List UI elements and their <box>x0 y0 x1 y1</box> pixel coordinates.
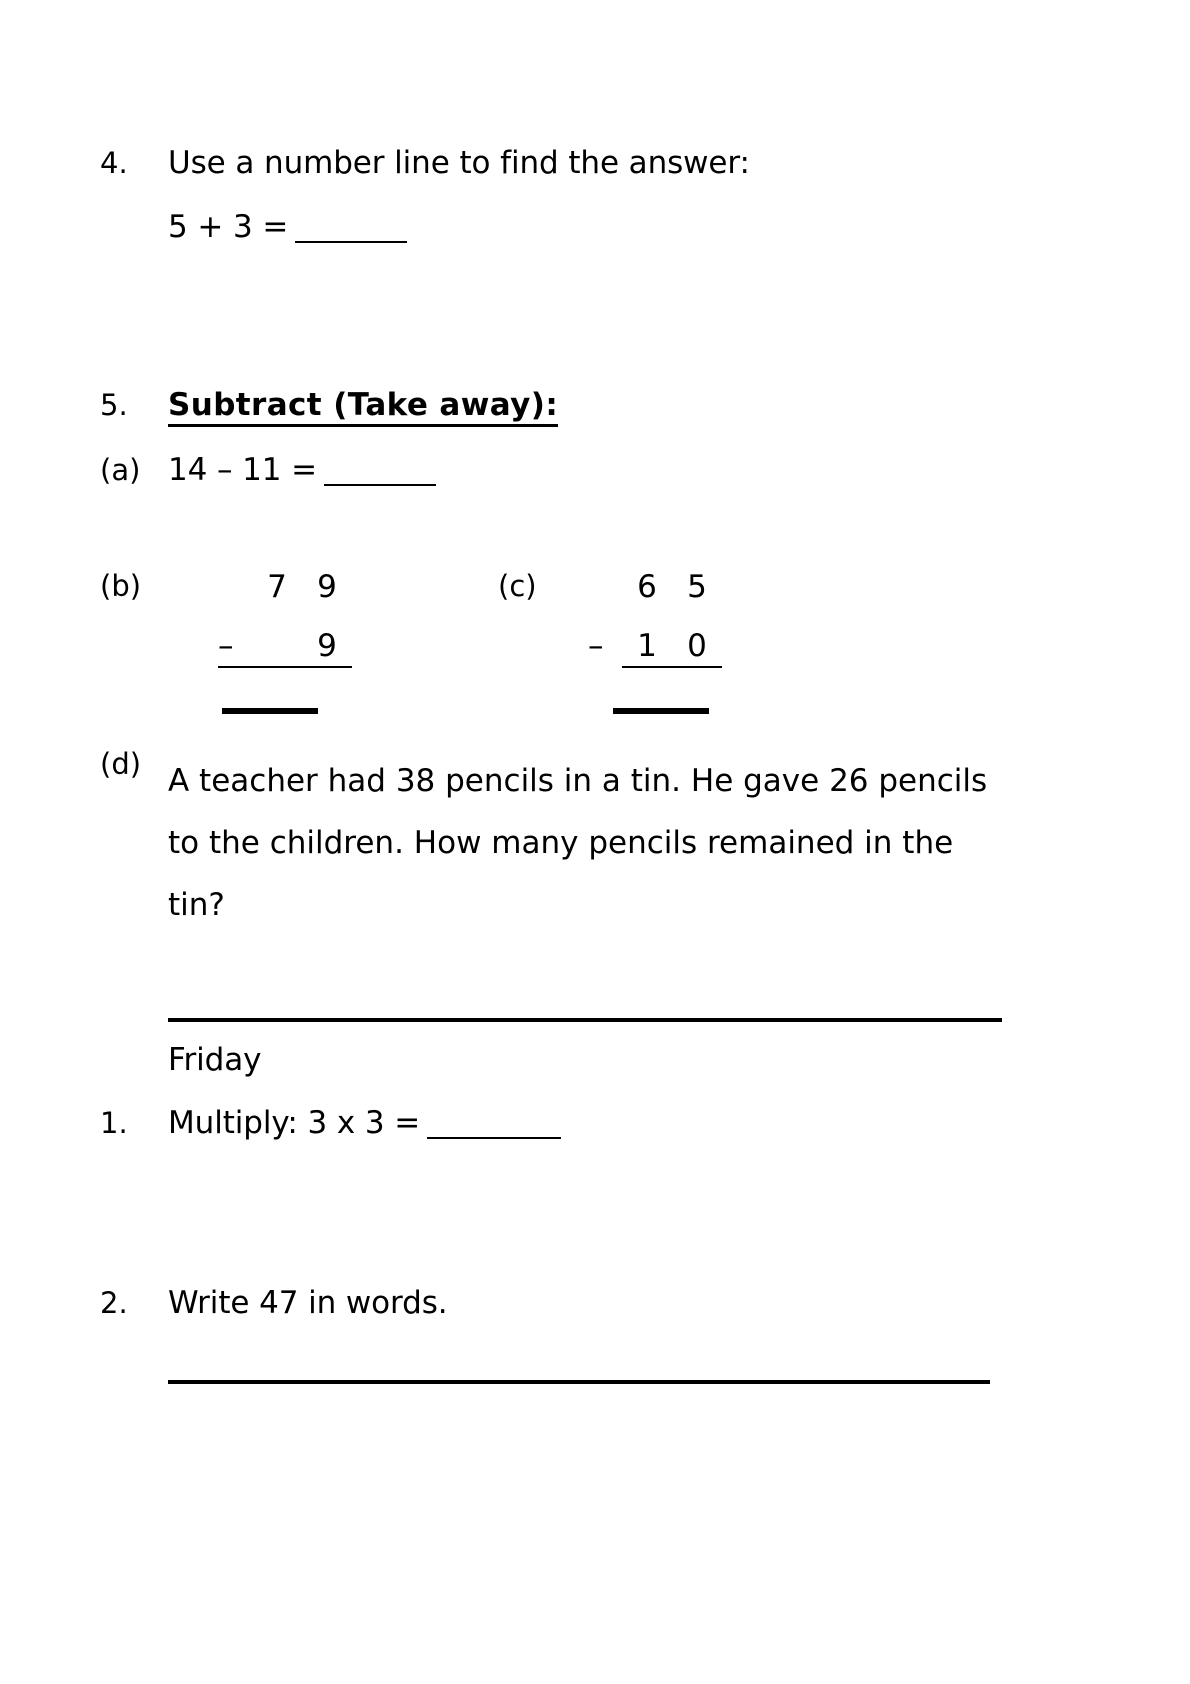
question-5c-label-row <box>498 569 566 603</box>
question-5d-line-2: to the children. How many pencils remained in the <box>168 825 954 861</box>
question-4-prompt-text: Use a number line to find the answer: <box>168 145 750 181</box>
question-5b-label-row <box>100 569 168 603</box>
question-5-heading: Subtract (Take away): <box>168 390 558 427</box>
question-5b-subtrahend-row <box>218 628 352 668</box>
friday-question-2-row <box>100 1285 448 1321</box>
question-4-expression-row <box>100 209 407 245</box>
question-5c-subtrahend-tens: 1 <box>622 631 672 668</box>
question-5b-vertical-sum <box>218 569 352 668</box>
question-5c-label: (c) <box>498 569 537 603</box>
question-5-number: 5. <box>100 388 128 422</box>
question-5c-minuend-ones: 5 <box>687 569 707 605</box>
question-5b-operator: – <box>218 628 234 664</box>
friday-question-2-answer-rule[interactable] <box>168 1380 990 1384</box>
question-5c-minuend-tens: 6 <box>637 569 657 605</box>
friday-question-2-number: 2. <box>100 1286 128 1320</box>
question-5b-minuend-ones: 9 <box>317 569 337 605</box>
friday-question-1-prompt: Multiply: 3 x 3 = <box>168 1105 421 1141</box>
friday-question-1-answer-blank[interactable] <box>427 1137 561 1139</box>
question-5b-subtrahend-ones: 9 <box>317 628 337 664</box>
question-5a-label: (a) <box>100 453 141 487</box>
question-5-heading-row <box>100 387 559 427</box>
question-5d-line-1: A teacher had 38 pencils in a tin. He gave 26 pencils <box>168 763 988 799</box>
question-5c-vertical-sum <box>588 569 722 668</box>
question-5b-minuend-tens: 7 <box>267 569 287 605</box>
question-5b-minuend-row <box>218 569 352 605</box>
question-5b-label: (b) <box>100 569 142 603</box>
question-5b-answer-bar[interactable] <box>222 708 318 714</box>
question-5a-row <box>100 452 436 488</box>
friday-question-1-number: 1. <box>100 1106 128 1140</box>
question-5c-subtrahend-row <box>588 628 722 668</box>
question-5d-text <box>168 750 1048 936</box>
question-5a-answer-blank[interactable] <box>324 484 436 486</box>
question-5c-operator: – <box>588 628 604 664</box>
question-5c-subtrahend-ones: 0 <box>672 631 722 668</box>
question-5d-label-row <box>100 747 168 781</box>
friday-question-1-row <box>100 1105 561 1141</box>
question-5d-line-3: tin? <box>168 887 225 923</box>
question-5d-answer-rule[interactable] <box>168 1018 1002 1022</box>
question-4-prompt-row <box>100 145 750 181</box>
question-4-number: 4. <box>100 146 128 180</box>
question-5a-expression: 14 – 11 = <box>168 452 318 488</box>
question-4-expression: 5 + 3 = <box>168 209 289 245</box>
question-4-answer-blank[interactable] <box>295 241 407 243</box>
friday-day-label-row <box>168 1042 262 1078</box>
question-5c-answer-bar[interactable] <box>613 708 709 714</box>
friday-question-2-prompt: Write 47 in words. <box>168 1285 448 1321</box>
friday-day-label: Friday <box>168 1042 262 1078</box>
question-5c-minuend-row <box>588 569 722 605</box>
question-5d-label: (d) <box>100 747 142 781</box>
